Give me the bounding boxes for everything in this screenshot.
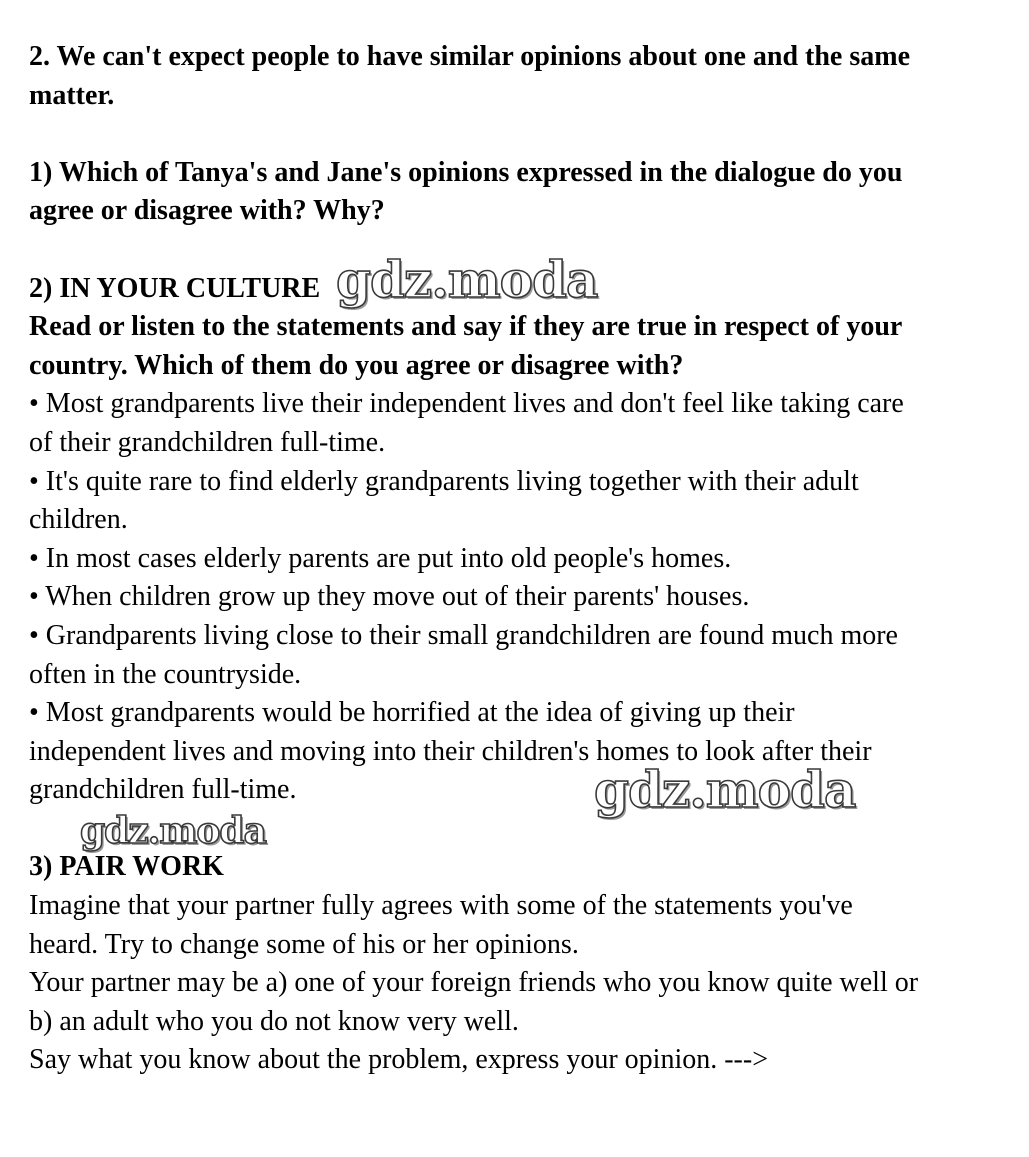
statement-line: • Grandparents living close to their small grandchildren are found much more: [29, 619, 898, 651]
watermark-logo: gdz.moda: [594, 760, 856, 819]
question-3-line: Say what you know about the problem, express your opinion. --->: [29, 1044, 768, 1076]
task-intro-line: matter.: [29, 79, 115, 111]
question-1-line: 1) Which of Tanya's and Jane's opinions expressed in the dialogue do you: [29, 156, 903, 188]
spacer: [29, 231, 989, 270]
statement-line: of their grandchildren full-time.: [29, 426, 386, 458]
statement-line: independent lives and moving into their children's homes to look after their: [29, 735, 872, 767]
exercise-page: [29, 38, 989, 1080]
question-1-line: agree or disagree with? Why?: [29, 195, 385, 227]
question-3-heading: 3) PAIR WORK: [29, 851, 224, 883]
statement-line: grandchildren full-time.: [29, 774, 297, 806]
question-2-instruction: country. Which of them do you agree or disagree with?: [29, 349, 684, 381]
statement-line: often in the countryside.: [29, 658, 302, 690]
watermark-logo: gdz.moda: [80, 810, 266, 852]
question-3-line: b) an adult who you do not know very well.: [29, 1005, 519, 1037]
statement-line: • Most grandparents would be horrified at the idea of giving up their: [29, 697, 795, 729]
spacer: [29, 810, 989, 849]
statement-line: • Most grandparents live their independent lives and don't feel like taking care: [29, 388, 904, 420]
question-2-instruction: Read or listen to the statements and say if they are true in respect of your: [29, 311, 903, 343]
question-3-line: heard. Try to change some of his or her opinions.: [29, 928, 579, 960]
question-3-line: Your partner may be a) one of your foreign friends who you know quite well or: [29, 967, 919, 999]
statement-line: • It's quite rare to find elderly grandparents living together with their adult: [29, 465, 859, 497]
task-intro-line: 2. We can't expect people to have similar opinions about one and the same: [29, 41, 911, 72]
watermark-logo: gdz.moda: [336, 250, 598, 309]
statement-line: children.: [29, 504, 128, 536]
spacer: [29, 115, 989, 154]
statement-line: • When children grow up they move out of their parents' houses.: [29, 581, 750, 613]
question-3-line: Imagine that your partner fully agrees with some of the statements you've: [29, 890, 853, 922]
statement-line: • In most cases elderly parents are put into old people's homes.: [29, 542, 732, 574]
question-2-heading: 2) IN YOUR CULTURE: [29, 272, 321, 304]
